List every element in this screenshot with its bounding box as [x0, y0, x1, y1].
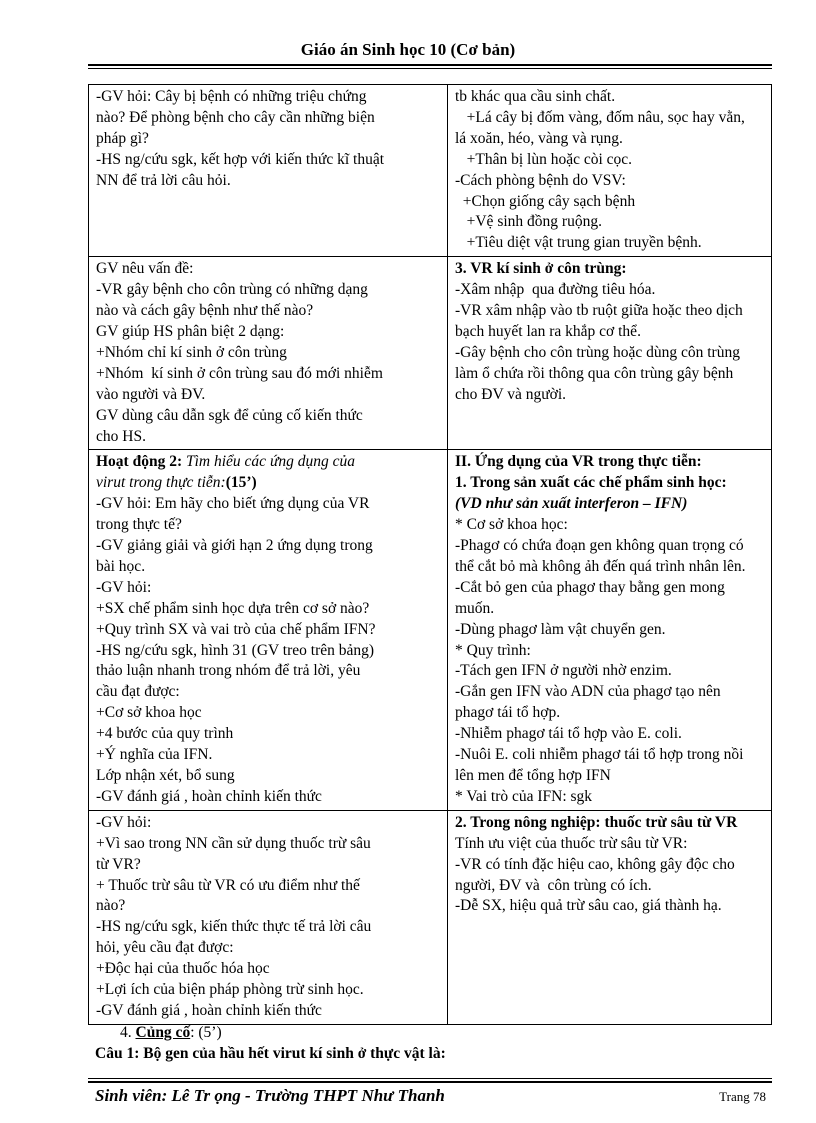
teacher-activity-cell — [89, 810, 448, 1024]
teacher-activity-cell — [89, 85, 448, 257]
text-line: cầu đạt được: — [96, 683, 180, 701]
text-line: * Quy trình: — [455, 641, 531, 659]
table-row — [89, 85, 772, 257]
consolidation-number: 4. — [120, 1024, 136, 1041]
lesson-table — [88, 84, 772, 1025]
text-line: thể cắt bỏ mà không ảh đến quá trình nhân lên. — [455, 557, 746, 575]
text-line: + Thuốc trừ sâu từ VR có ưu điểm như thế — [96, 876, 360, 894]
text-line: lên men để tổng hợp IFN — [455, 767, 611, 784]
text-line: -GV giảng giải và giới hạn 2 ứng dụng trong — [96, 537, 373, 555]
text-line: GV giúp HS phân biệt 2 dạng: — [96, 322, 285, 340]
text-line: -HS ng/cứu sgk, hình 31 (GV treo trên bảng) — [96, 641, 375, 659]
text-run: (15’) — [225, 474, 257, 492]
text-line: nào? — [96, 897, 126, 915]
text-run: Hoạt động 2: — [96, 453, 186, 471]
text-line: +Lá cây bị đốm vàng, đốm nâu, sọc hay vằn, — [455, 108, 745, 126]
teacher-activity-cell — [89, 257, 448, 450]
text-line: -HS ng/cứu sgk, kiến thức thực tế trả lời câu — [96, 918, 372, 936]
text-line: Lớp nhận xét, bổ sung — [96, 767, 235, 784]
content-cell — [448, 257, 772, 450]
text-line: -GV hỏi: — [96, 578, 152, 596]
text-line: hỏi, yêu cầu đạt được: — [96, 939, 234, 957]
text-line: -Tách gen IFN ở người nhờ enzim. — [455, 662, 672, 680]
text-line: 2. Trong nông nghiệp: thuốc trừ sâu từ VR — [455, 813, 738, 831]
content-cell — [448, 450, 772, 810]
text-line: * Cơ sở khoa học: — [455, 516, 568, 534]
header-divider-thin — [88, 68, 772, 69]
text-line: 1. Trong sản xuất các chế phẩm sinh học: — [455, 474, 727, 492]
text-line: +Quy trình SX và vai trò của chế phẩm IFN? — [96, 620, 376, 638]
text-line: -VR gây bệnh cho côn trùng có những dạng — [96, 281, 368, 299]
text-line: -Dễ SX, hiệu quả trừ sâu cao, giá thành hạ. — [455, 897, 722, 915]
text-line: bài học. — [96, 557, 146, 575]
teacher-activity-cell — [89, 450, 448, 810]
text-line: * Vai trò của IFN: sgk — [455, 787, 593, 805]
text-line: +Vì sao trong NN cần sử dụng thuốc trừ sâu — [96, 834, 371, 852]
text-line: -GV hỏi: Cây bị bệnh có những triệu chứng — [96, 88, 367, 105]
text-line: pháp gì? — [96, 129, 149, 147]
footer-divider-thin — [88, 1078, 772, 1079]
table-row — [89, 810, 772, 1024]
text-line: -Gây bệnh cho côn trùng hoặc dùng côn trùng — [455, 343, 740, 361]
consolidation-title: Củng cố — [135, 1024, 191, 1041]
text-line: +Vệ sinh đồng ruộng. — [455, 213, 602, 231]
content-cell — [448, 85, 772, 257]
document-title: Giáo án Sinh học 10 (Cơ bản) — [300, 40, 516, 59]
text-line: Tính ưu việt của thuốc trừ sâu từ VR: — [455, 834, 688, 852]
text-line: thảo luận nhanh trong nhóm để trả lời, yêu — [96, 662, 361, 680]
table-row — [89, 257, 772, 450]
page-number: Trang 78 — [719, 1089, 766, 1104]
text-line: +Chọn giống cây sạch bệnh — [455, 192, 636, 210]
text-line: -Gắn gen IFN vào ADN của phagơ tạo nên — [455, 683, 721, 701]
footer-divider — [88, 1081, 772, 1083]
text-line: nào? Để phòng bệnh cho cây cần những biện — [96, 108, 375, 126]
text-line: -Phagơ có chứa đoạn gen không quan trọng có — [455, 537, 744, 555]
text-line: bạch huyết lan ra khắp cơ thể. — [455, 322, 641, 340]
text-line: +Nhóm chỉ kí sinh ở côn trùng — [96, 343, 287, 361]
text-line: muốn. — [455, 599, 495, 617]
text-run: Tìm hiểu các ứng dụng của — [186, 453, 356, 471]
text-line: 3. VR kí sinh ở côn trùng: — [455, 260, 627, 278]
consolidation-time: : (5’) — [190, 1024, 222, 1041]
text-run: virut trong thực tiễn: — [96, 474, 226, 492]
table-row — [89, 450, 772, 810]
text-line: +Lợi ích của biện pháp phòng trừ sinh học. — [96, 981, 364, 999]
consolidation-heading — [120, 1024, 222, 1042]
text-line: NN để trả lời câu hỏi. — [96, 171, 231, 189]
text-line: GV dùng câu dẫn sgk để củng cố kiến thức — [96, 406, 363, 424]
text-line: GV nêu vấn đề: — [96, 260, 194, 278]
text-line: +Thân bị lùn hoặc còi cọc. — [455, 150, 633, 168]
text-line: -Xâm nhập qua đường tiêu hóa. — [455, 281, 656, 299]
text-line: +Độc hại của thuốc hóa học — [96, 960, 270, 978]
text-line: -Dùng phagơ làm vật chuyển gen. — [455, 620, 666, 638]
text-line: cho ĐV và người. — [455, 385, 567, 403]
text-line: -GV đánh giá , hoàn chỉnh kiến thức — [96, 1001, 322, 1019]
text-line: -GV hỏi: — [96, 813, 152, 831]
author-line: Sinh viên: Lê Tr ọng - Trường THPT Như Thanh — [95, 1086, 445, 1105]
text-line: từ VR? — [96, 855, 141, 873]
text-line: tb khác qua cầu sinh chất. — [455, 88, 616, 105]
content-cell — [448, 810, 772, 1024]
text-line: -Cắt bỏ gen của phagơ thay bằng gen mong — [455, 578, 725, 596]
text-line: +Tiêu diệt vật trung gian truyền bệnh. — [455, 234, 702, 252]
text-line: phagơ tái tổ hợp. — [455, 704, 561, 722]
text-line: làm ổ chứa rồi thông qua côn trùng gây bệnh — [455, 364, 734, 382]
text-line: -GV hỏi: Em hãy cho biết ứng dụng của VR — [96, 495, 370, 513]
text-line: nào và cách gây bệnh như thế nào? — [96, 302, 314, 320]
question-1: Câu 1: Bộ gen của hầu hết virut kí sinh ở thực vật là: — [95, 1045, 446, 1062]
text-line — [96, 452, 440, 473]
text-line: -GV đánh giá , hoàn chỉnh kiến thức — [96, 787, 322, 805]
text-line — [96, 473, 440, 494]
text-line: vào người và ĐV. — [96, 385, 206, 403]
header-divider — [88, 64, 772, 66]
text-line: II. Ứng dụng của VR trong thực tiễn: — [455, 453, 702, 471]
text-line: lá xoăn, héo, vàng và rụng. — [455, 129, 623, 147]
text-line: -HS ng/cứu sgk, kết hợp với kiến thức kĩ thuật — [96, 150, 385, 168]
text-line: -Nuôi E. coli nhiễm phagơ tái tổ hợp trong nồi — [455, 746, 744, 764]
text-line: +Nhóm kí sinh ở côn trùng sau đó mới nhiễm — [96, 364, 383, 382]
text-line: +Ý nghĩa của IFN. — [96, 746, 213, 764]
text-line: trong thực tế? — [96, 516, 182, 534]
text-line: +SX chế phẩm sinh học dựa trên cơ sở nào? — [96, 599, 370, 617]
text-line: người, ĐV và côn trùng có ích. — [455, 876, 652, 894]
text-line: +4 bước của quy trình — [96, 725, 234, 743]
text-line: -VR xâm nhập vào tb ruột giữa hoặc theo dịch — [455, 302, 743, 320]
lesson-table-body — [89, 85, 772, 1025]
text-line: -Cách phòng bệnh do VSV: — [455, 171, 626, 189]
text-line: (VD như sản xuất interferon – IFN) — [455, 495, 688, 513]
text-line: +Cơ sở khoa học — [96, 704, 202, 722]
text-line: -Nhiễm phagơ tái tổ hợp vào E. coli. — [455, 725, 682, 743]
text-line: cho HS. — [96, 427, 146, 445]
text-line: -VR có tính đặc hiệu cao, không gây độc cho — [455, 855, 735, 873]
